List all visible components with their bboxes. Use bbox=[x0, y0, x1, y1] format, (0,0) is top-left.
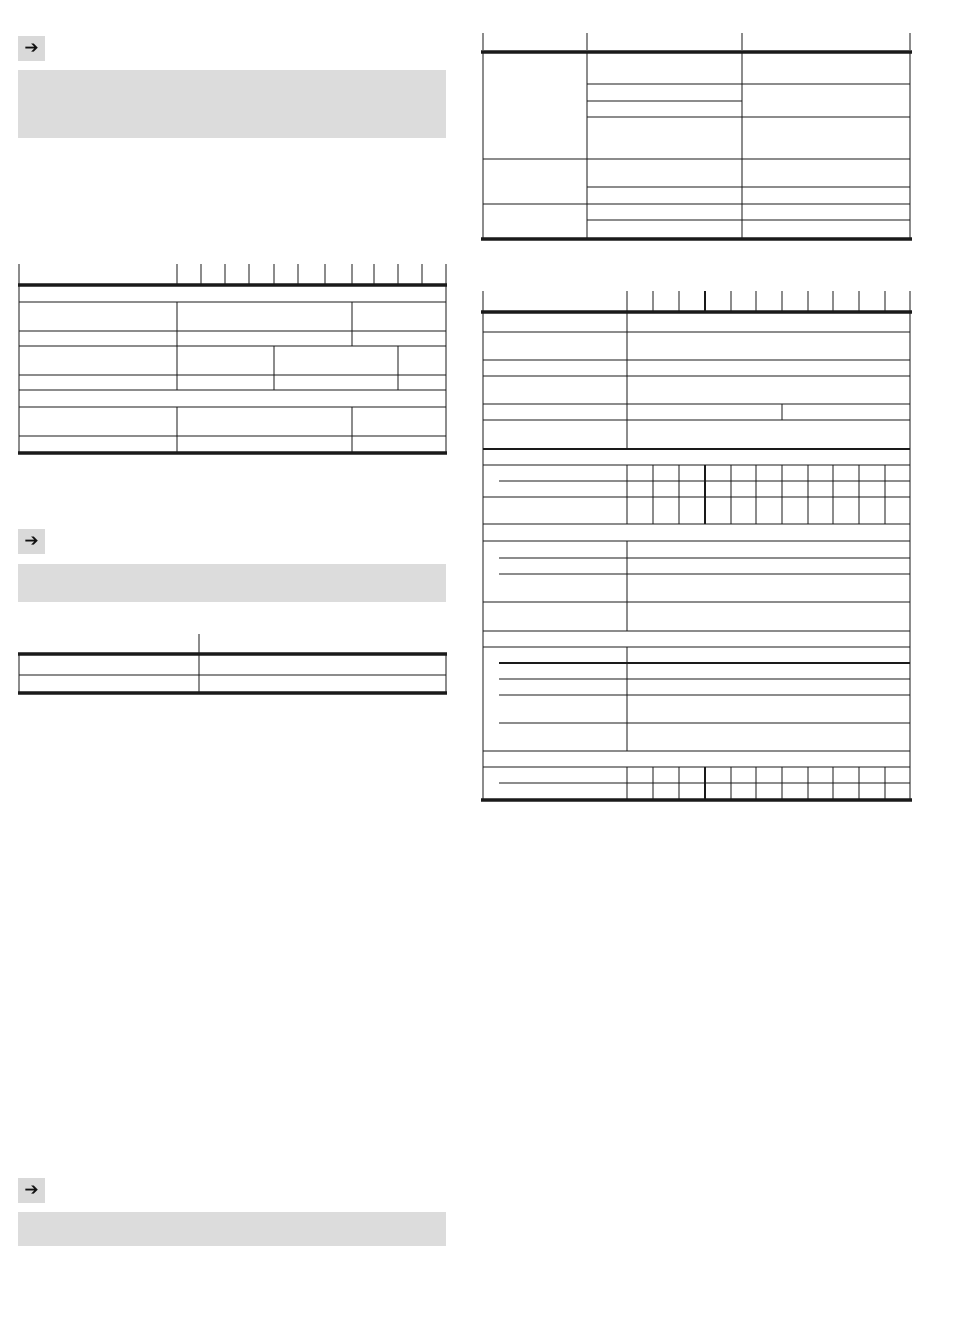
note-box bbox=[18, 564, 446, 602]
note-box bbox=[18, 70, 446, 138]
data-table bbox=[481, 33, 913, 245]
arrow-right-icon: ➔ bbox=[18, 36, 45, 61]
data-table bbox=[481, 291, 913, 806]
arrow-right-icon: ➔ bbox=[18, 1178, 45, 1203]
arrow-right-icon: ➔ bbox=[18, 529, 45, 554]
data-table bbox=[18, 634, 448, 698]
note-box bbox=[18, 1212, 446, 1246]
data-table bbox=[18, 264, 448, 459]
